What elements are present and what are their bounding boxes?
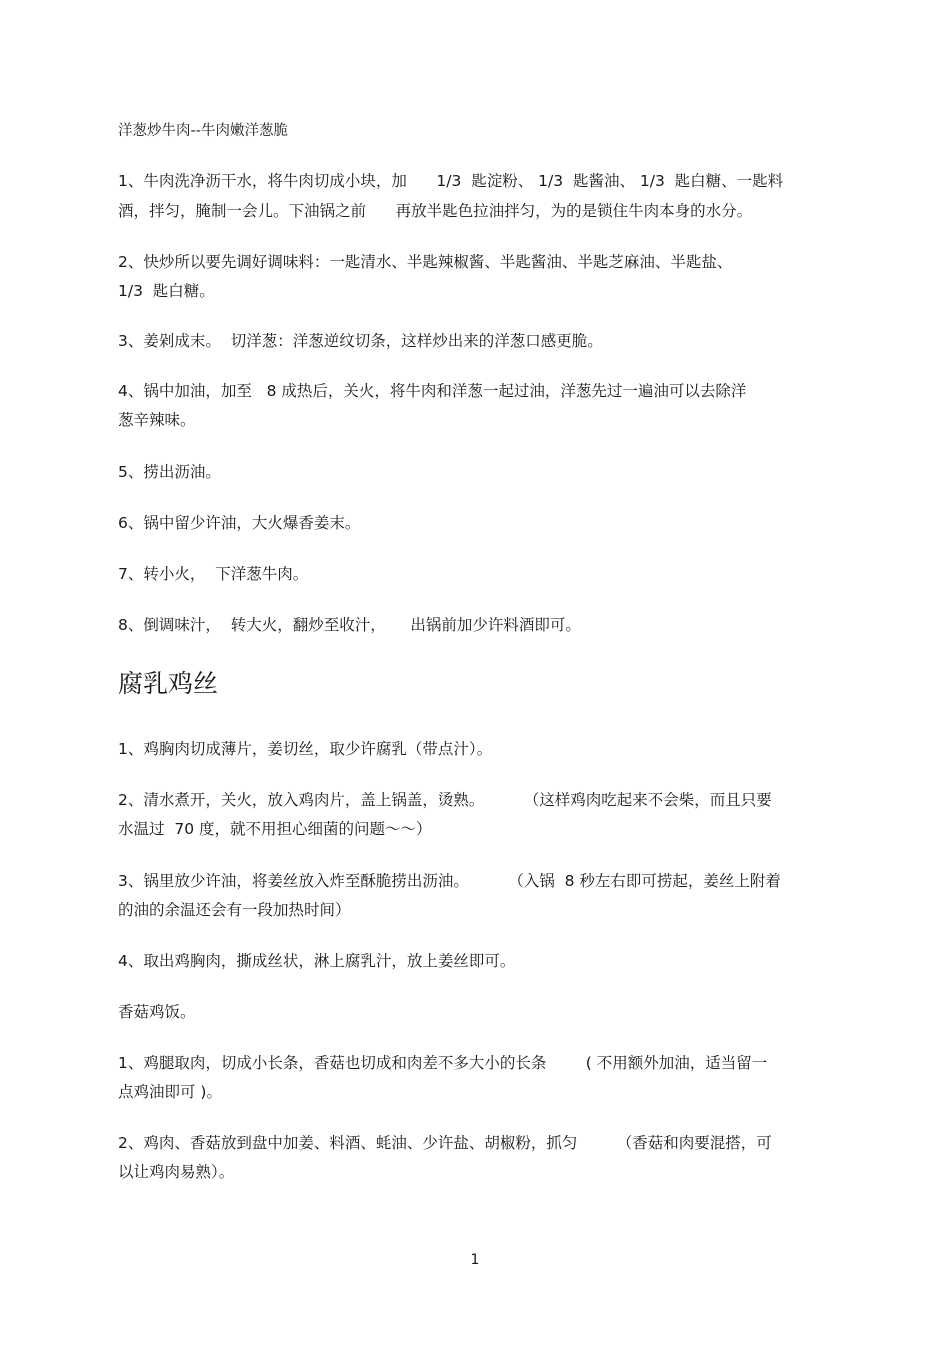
step-line: 3、锅里放少许油，将姜丝放入炸至酥脆捞出沥油。 （入锅 8 秒左右即可捞起，姜丝上附着 [118, 872, 781, 890]
step-line: 1、鸡胸肉切成薄片，姜切丝，取少许腐乳（带点汁）。 [118, 740, 493, 758]
step-line: 1/3 匙白糖。 [118, 282, 215, 300]
step-line: 8、倒调味汁， 转大火，翻炒至收汁， 出锅前加少许料酒即可。 [118, 616, 581, 634]
step-line: 葱辛辣味。 [118, 411, 196, 429]
step-line: 1、牛肉洗净沥干水，将牛肉切成小块，加 1/3 匙淀粉、 1/3 匙酱油、 1/3 匙白糖、一匙料 [118, 172, 784, 190]
step-line: 酒，拌匀，腌制一会儿。下油锅之前 再放半匙色拉油拌匀，为的是锁住牛肉本身的水分。 [118, 202, 753, 220]
recipe-title: 洋葱炒牛肉--牛肉嫩洋葱脆 [118, 123, 288, 139]
page-number: 1 [470, 1252, 480, 1268]
section-heading: 腐乳鸡丝 [118, 669, 219, 698]
step-line: 以让鸡肉易熟）。 [118, 1163, 235, 1181]
step-line: 水温过 70 度，就不用担心细菌的问题～～） [118, 820, 432, 838]
step-line: 4、锅中加油，加至 8 成热后，关火，将牛肉和洋葱一起过油，洋葱先过一遍油可以去除洋 [118, 382, 747, 400]
step-line: 6、锅中留少许油，大火爆香姜末。 [118, 514, 361, 532]
step-line: 2、清水煮开，关火，放入鸡肉片，盖上锅盖，烫熟。 （这样鸡肉吃起来不会柴，而且只要 [118, 791, 772, 809]
step-line: 5、捞出沥油。 [118, 463, 221, 481]
step-line: 点鸡油即可 )。 [118, 1083, 222, 1101]
step-line: 的油的余温还会有一段加热时间） [118, 901, 351, 919]
step-line: 7、转小火， 下洋葱牛肉。 [118, 565, 309, 583]
step-line: 1、鸡腿取肉，切成小长条，香菇也切成和肉差不多大小的长条 ( 不用额外加油，适当留一 [118, 1054, 768, 1072]
step-line: 2、鸡肉、香菇放到盘中加姜、料酒、蚝油、少许盐、胡椒粉，抓匀 （香菇和肉要混搭，可 [118, 1134, 772, 1152]
step-line: 4、取出鸡胸肉，撕成丝状，淋上腐乳汁，放上姜丝即可。 [118, 952, 516, 970]
step-line: 3、姜剁成末。 切洋葱：洋葱逆纹切条，这样炒出来的洋葱口感更脆。 [118, 332, 603, 350]
step-line: 2、快炒所以要先调好调味料：一匙清水、半匙辣椒酱、半匙酱油、半匙芝麻油、半匙盐、 [118, 253, 733, 271]
section-heading: 香菇鸡饭。 [118, 1003, 196, 1021]
